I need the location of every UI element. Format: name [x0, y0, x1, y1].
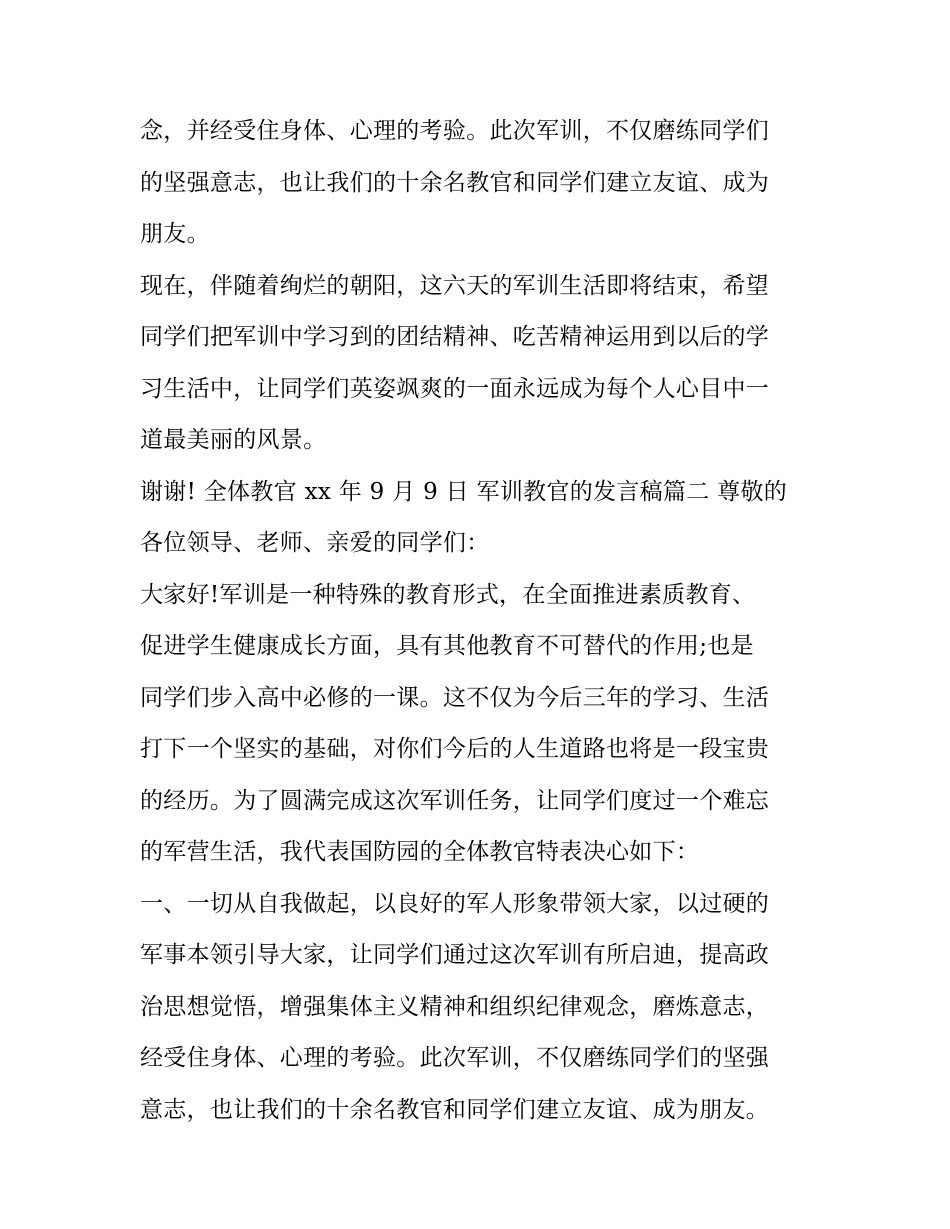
text-line: 促进学生健康成长方面，具有其他教育不可替代的作用;也是 [140, 633, 754, 659]
text-line: 打下一个坚实的基础，对你们今后的人生道路也将是一段宝贵 [140, 736, 770, 762]
text-line: 谢谢! 全体教官 xx 年 9 月 9 日 军训教官的发言稿篇二 尊敬的 [140, 478, 788, 505]
text-line: 军事本领引导大家，让同学们通过这次军训有所启迪，提高政 [140, 942, 770, 968]
text-line: 习生活中，让同学们英姿飒爽的一面永远成为每个人心目中一 [140, 375, 770, 402]
text-line: 同学们把军训中学习到的团结精神、吃苦精神运用到以后的学 [140, 324, 770, 350]
text-line: 治思想觉悟，增强集体主义精神和组织纪律观念，磨炼意志， [140, 993, 770, 1020]
text-line: 意志，也让我们的十余名教官和同学们建立友谊、成为朋友。 [140, 1096, 770, 1123]
text-line: 大家好!军训是一种特殊的教育形式，在全面推进素质教育、 [140, 581, 756, 608]
text-line: 经受住身体、心理的考验。此次军训，不仅磨练同学们的坚强 [140, 1045, 770, 1071]
text-line: 各位领导、老师、亲爱的同学们： [140, 530, 490, 556]
text-line: 念，并经受住身体、心理的考验。此次军训，不仅磨练同学们 [140, 118, 770, 144]
text-line: 的经历。为了圆满完成这次军训任务，让同学们度过一个难忘 [140, 787, 770, 814]
text-line: 一、一切从自我做起，以良好的军人形象带领大家，以过硬的 [140, 890, 770, 917]
text-line: 道最美丽的风景。 [140, 427, 327, 453]
text-line: 朋友。 [140, 221, 210, 247]
body-text [140, 106, 820, 1136]
text-line: 现在，伴随着绚烂的朝阳，这六天的军训生活即将结束，希望 [140, 272, 770, 299]
text-line: 的军营生活，我代表国防园的全体教官特表决心如下： [140, 839, 700, 865]
text-line: 同学们步入高中必修的一课。这不仅为今后三年的学习、生活 [140, 684, 770, 711]
text-line: 的坚强意志，也让我们的十余名教官和同学们建立友谊、成为 [140, 169, 770, 196]
